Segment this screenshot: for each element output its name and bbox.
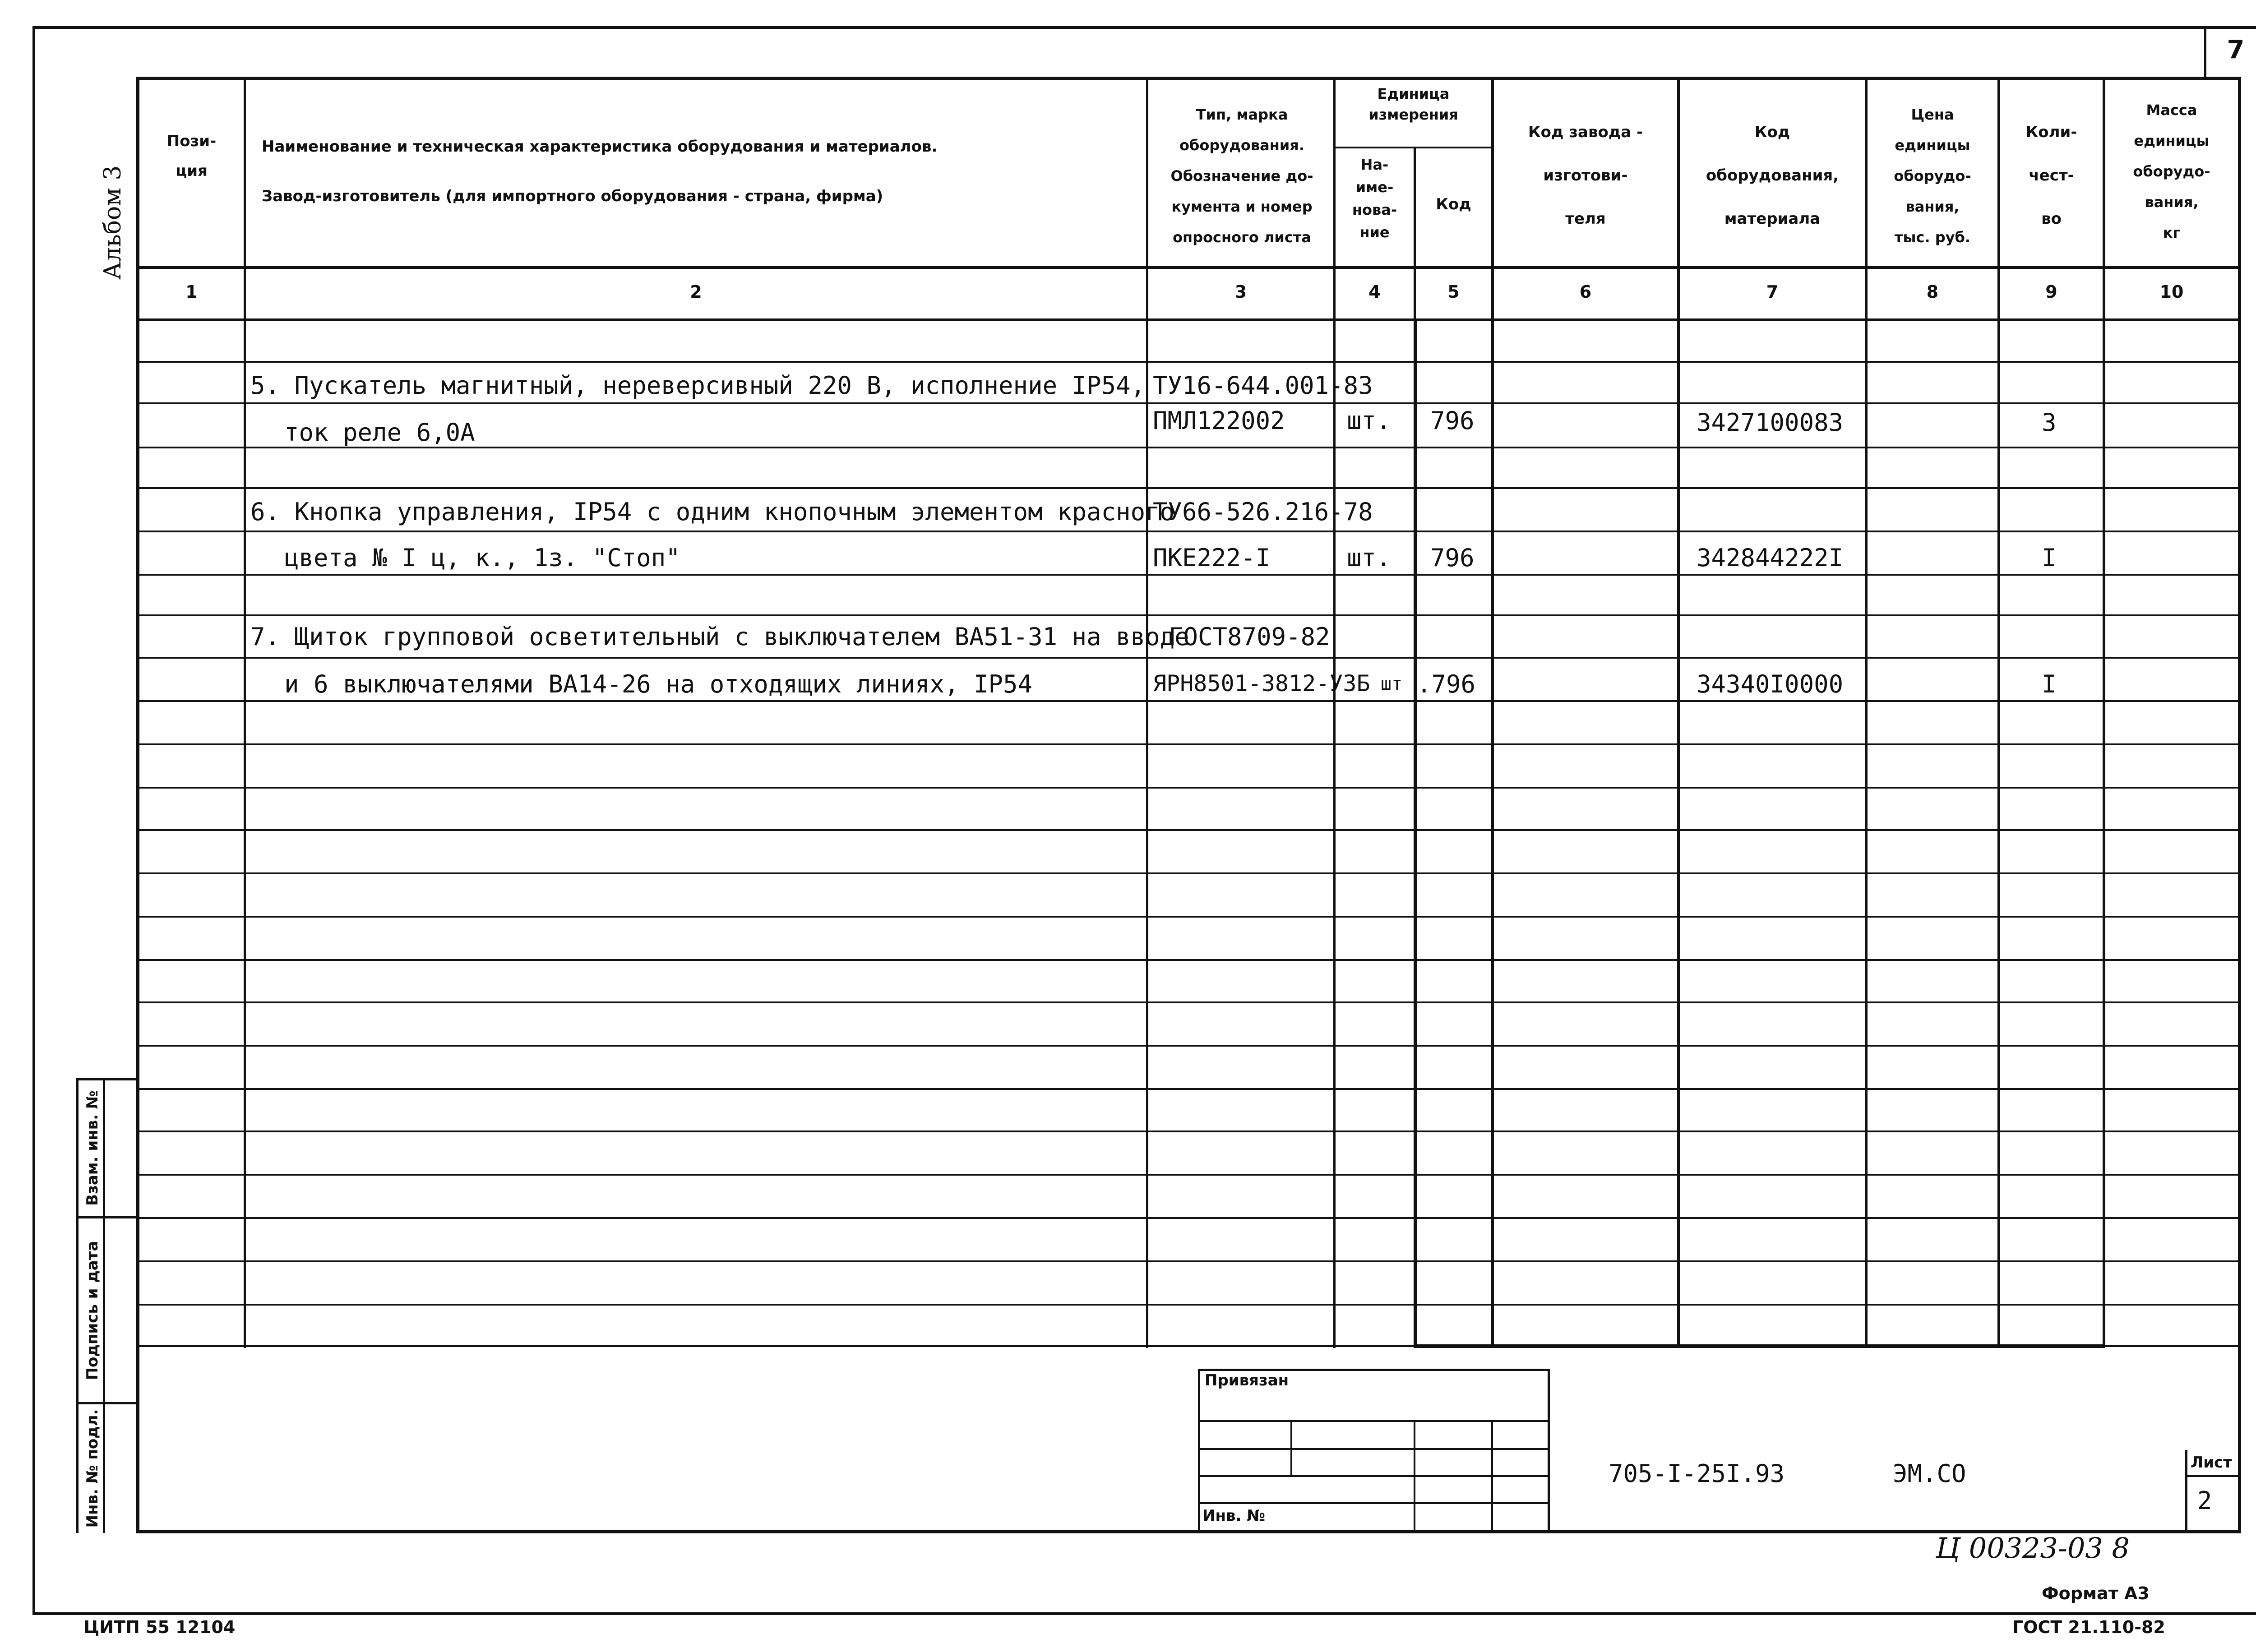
side-strip-top — [76, 1078, 139, 1080]
side-strip-left — [76, 1078, 79, 1533]
row-5b-mat: 342710008З — [1697, 408, 1844, 437]
row-line — [136, 1001, 2241, 1003]
col5-title: Код — [1436, 195, 1471, 213]
row-line — [136, 1045, 2241, 1047]
row-line — [136, 1174, 2241, 1176]
row-line — [136, 787, 2241, 789]
row-line — [136, 447, 2241, 448]
row-7b-type: ЯРН8501-3812-УЗБ — [1153, 670, 1370, 697]
stamp-row-4 — [1198, 1502, 1550, 1504]
outer-frame-bottom — [32, 1612, 2256, 1615]
row-line — [136, 959, 2241, 961]
colnum-10: 10 — [2159, 282, 2184, 302]
row-7b-code: .796 — [1417, 670, 1476, 698]
row-5b-unit: шт. — [1347, 406, 1391, 435]
col-sep-2 — [1146, 77, 1148, 1348]
col-sep-1 — [244, 77, 246, 1348]
col4-title: На- име- нова- ние — [1352, 156, 1397, 241]
table-left — [136, 77, 139, 1533]
row-line — [136, 614, 2241, 616]
row-7b-mat: 34340I0000 — [1697, 670, 1844, 698]
row-line — [136, 743, 2241, 745]
row-line — [136, 1088, 2241, 1090]
stamp-inv-no: Инв. № — [1202, 1507, 1266, 1525]
row-5b-qty: 3 — [2042, 408, 2057, 437]
side-label-inv-podl: Инв. № подл. — [83, 1409, 102, 1528]
stamp-top — [1198, 1369, 1550, 1371]
table-bottom — [136, 1530, 2241, 1533]
colnum-7: 7 — [1766, 282, 1779, 302]
col3-title: Тип, марка оборудования. Обозначение до- кумента и номер опросного листа — [1170, 106, 1313, 246]
row-line — [136, 1217, 2241, 1219]
colnum-9: 9 — [2045, 282, 2057, 302]
sheet-box-left — [2185, 1450, 2187, 1533]
row-line — [136, 1131, 2241, 1132]
colnum-2: 2 — [690, 282, 702, 302]
table-top — [136, 77, 2241, 80]
album-label: Альбом 3 — [99, 165, 126, 280]
colnum-bottom-line — [136, 318, 2241, 321]
colnum-5: 5 — [1447, 282, 1460, 302]
row-6b-type: ПКЕ222-I — [1153, 544, 1271, 572]
col-sep-4-thick — [1414, 318, 1417, 1348]
table-right — [2238, 77, 2241, 1533]
col2-title: Наименование и техническая характеристика оборудования и материалов. Завод-изготовитель (для импортного оборудования - страна, фирма) — [262, 138, 938, 205]
col9-title: Коли- чест- во — [2025, 123, 2077, 228]
col6-title: Код завода - изготови- теля — [1528, 123, 1643, 228]
side-strip-sep-2 — [76, 1402, 139, 1404]
row-7b-qty: I — [2042, 670, 2057, 698]
handwritten-note: Ц 00323-03 8 — [1936, 1532, 2130, 1564]
sheet-label: Лист — [2191, 1454, 2232, 1472]
unit-group-title: Единица измерения — [1368, 85, 1458, 123]
row-6-type: ТУ66-526.216-78 — [1153, 498, 1373, 526]
row-5-type: ТУ16-644.001-83 — [1153, 371, 1373, 400]
col8-title: Цена единицы оборудо- вания, тыс. руб. — [1894, 106, 1971, 246]
colnum-1: 1 — [185, 282, 198, 302]
outer-frame-top — [32, 26, 2256, 29]
col10-title: Масса единицы оборудо- вания, кг — [2133, 102, 2210, 241]
row-6b-name: цвета № I ц, к., 1з. "Стоп" — [284, 544, 680, 572]
row-6-name: 6. Кнопка управления, IP54 с одним кнопочным элементом красного — [250, 498, 1175, 526]
row-line — [136, 1260, 2241, 1262]
stamp-col-2 — [1414, 1420, 1415, 1533]
row-6b-mat: 342844222I — [1697, 544, 1844, 572]
row-6b-unit: шт. — [1347, 544, 1391, 572]
col-sep-3 — [1333, 77, 1336, 1348]
row-5-name: 5. Пускатель магнитный, нереверсивный 220 В, исполнение IP54, — [250, 371, 1146, 400]
row-line — [136, 829, 2241, 831]
col-sep-5 — [1491, 77, 1494, 1348]
row-7-type: ГОСТ8709-82 — [1169, 623, 1330, 651]
colnum-6: 6 — [1579, 282, 1592, 302]
page-number: 7 — [2227, 35, 2245, 65]
row-5b-name: ток реле 6,0А — [284, 418, 475, 447]
row-line — [136, 916, 2241, 918]
col-sep-9 — [2103, 77, 2105, 1348]
colnum-3: 3 — [1234, 282, 1247, 302]
side-label-inv-no: Взам. инв. № — [83, 1090, 102, 1206]
row-line — [136, 1304, 2241, 1306]
colnum-8: 8 — [1926, 282, 1939, 302]
row-line — [136, 574, 2241, 576]
col-sep-6 — [1677, 77, 1680, 1348]
col7-title: Код оборудования, материала — [1706, 123, 1839, 228]
header-bottom-line — [136, 266, 2241, 269]
stamp-right — [1548, 1369, 1550, 1533]
format-label: Формат А3 — [2042, 1583, 2150, 1603]
stamp-row-2 — [1198, 1448, 1550, 1450]
col-sep-7 — [1865, 77, 1868, 1348]
row-6b-qty: I — [2042, 544, 2057, 572]
col-sep-8 — [1997, 77, 2000, 1348]
stamp-col-3 — [1491, 1420, 1493, 1533]
doc-code: 705-I-25I.93 — [1609, 1459, 1785, 1488]
stamp-row-1 — [1198, 1420, 1550, 1422]
row-7b-name: и 6 выключателями ВА14-26 на отходящих линиях, IP54 — [284, 670, 1033, 698]
stamp-row-3 — [1198, 1475, 1550, 1477]
row-6b-code: 796 — [1430, 544, 1475, 572]
ctip-label: ЦИТП 55 12104 — [83, 1617, 236, 1637]
stamp-privyazan: Привязан — [1205, 1371, 1289, 1389]
gost-label: ГОСТ 21.110-82 — [2012, 1617, 2165, 1637]
sheet-number: 2 — [2197, 1486, 2212, 1515]
row-line — [136, 872, 2241, 874]
row-line — [136, 700, 2241, 702]
outer-frame-left — [32, 26, 35, 1615]
row-line — [136, 361, 2241, 363]
row-line — [136, 402, 2241, 404]
stamp-left — [1198, 1369, 1200, 1533]
row-5b-code: 796 — [1430, 406, 1475, 435]
stamp-col-1 — [1290, 1420, 1292, 1475]
row-line — [136, 657, 2241, 659]
colnum-4: 4 — [1368, 282, 1381, 302]
body-bottom-line — [136, 1345, 2241, 1347]
row-line — [136, 531, 2241, 532]
doc-mark: ЭМ.СО — [1893, 1459, 1966, 1488]
sheet-box-sep — [2185, 1475, 2241, 1477]
side-strip-sep-1 — [76, 1216, 139, 1218]
row-5b-type: ПМЛ122002 — [1153, 406, 1285, 435]
row-line — [136, 487, 2241, 489]
side-label-sign-date: Подпись и дата — [83, 1241, 102, 1380]
row-7-name: 7. Щиток групповой осветительный с выключателем ВА51-31 на вводе — [250, 623, 1189, 651]
col1-title: Пози- ция — [166, 132, 217, 180]
row-7b-unit: шт — [1381, 674, 1403, 694]
